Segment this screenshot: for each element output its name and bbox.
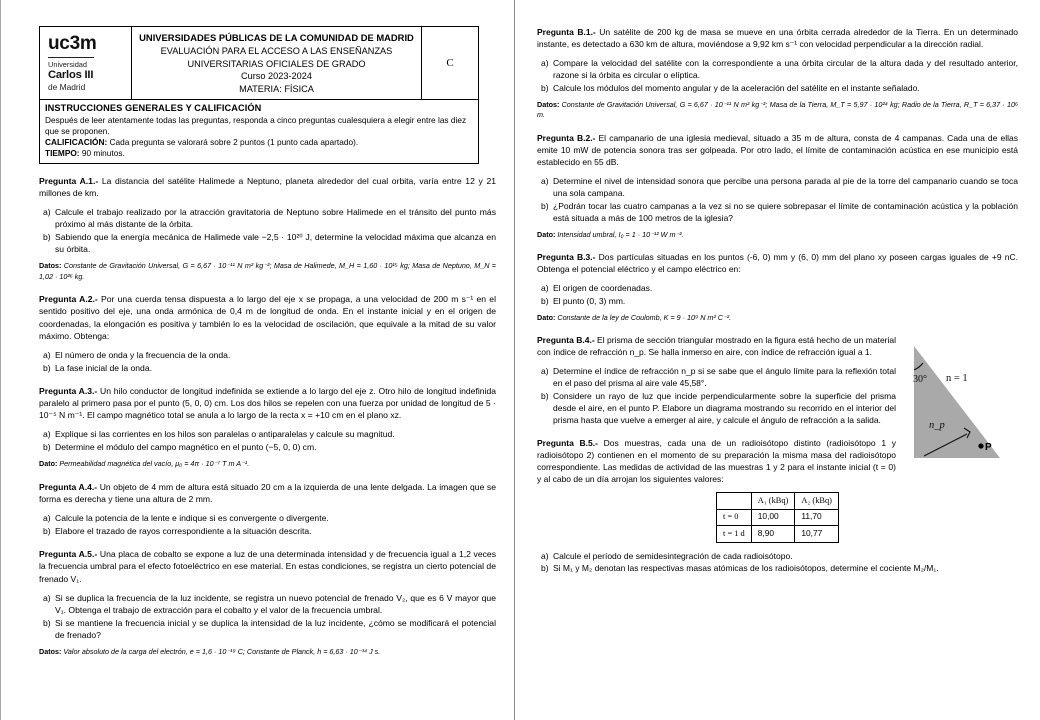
list-item [537,200,1018,224]
question-b3 [537,251,1018,323]
data-label: Dato: [537,229,556,239]
exam-title-line-1: UNIVERSIDADES PÚBLICAS DE LA COMUNIDAD DE MADRID [139,32,414,43]
table-row [717,526,839,542]
question-a1-data [39,261,496,282]
data-text: Constante de Gravitación Universal, G = 6,67 · 10⁻¹¹ N m² kg⁻²; Masa de la Tierra, M_T = 5,97 · 10²⁴ kg; Radio de la Tierra, R_T = 6,37 · 10⁶ m. [537,99,1018,120]
item-marker: b) [43,525,51,536]
data-text: Constante de la ley de Coulomb, K = 9 · 10⁹ N m² C⁻². [555,312,732,322]
item-marker: a) [541,175,549,186]
question-b5-body: Dos muestras, cada una de un radioisótopo distinto (radioisótopo 1 y radioisótopo 2) contienen en el momento de su preparación la misma masa del radioisótopo correspondiente. Las medidas de actividad de las muestras 1 y 2 para el instante inicial (t = 0) y al cabo de un día arrojan los siguientes valores: [537,438,896,485]
list-item [537,82,1018,94]
item-text: Calcule la potencia de la lente e indique si es convergente o divergente. [55,513,329,524]
question-a4 [39,481,496,537]
column-header-a1: A₁ (kBq) [751,493,795,509]
question-b2-heading: Pregunta B.2.- [537,132,596,143]
question-b5-items [537,550,1018,575]
item-marker: b) [541,82,549,93]
logo-line-carlos-iii: Carlos III [48,69,94,82]
item-text: Elabore el trazado de rayos correspondiente a la situación descrita. [55,525,312,536]
item-text: La fase inicial de la onda. [55,362,152,373]
exam-course-year: Curso 2023-2024 [241,71,312,82]
question-b3-data [537,313,1018,323]
question-a4-heading: Pregunta A.4.- [39,481,98,492]
item-marker: b) [541,391,549,401]
list-item [537,295,1018,307]
prism-figure [902,336,1022,471]
item-marker: b) [43,617,51,628]
question-b5-heading: Pregunta B.5.- [537,438,598,449]
table-corner-cell [717,493,752,509]
item-marker: a) [43,206,51,217]
question-b4-heading: Pregunta B.4.- [537,335,595,346]
list-item [39,512,496,524]
inside-index-label: n_p [929,420,945,432]
item-text: ¿Podrán tocar las cuatro campanas a la vez si no se quiere sobrepasar el límite de contaminación acústica y la población está situada a más de 100 metros de la iglesia? [553,200,1018,223]
question-a5-data [39,647,496,657]
list-item [537,175,1018,199]
data-label: Datos: [39,261,62,271]
item-text: El número de onda y la frecuencia de la onda. [55,349,231,360]
list-item [537,365,896,389]
item-marker: a) [43,592,51,603]
data-text: Permeabilidad magnética del vacío, μ₀ = 4π · 10⁻⁷ T m A⁻¹. [57,459,250,469]
item-text: Determine el nivel de intensidad sonora que percibe una persona parada al pie de la torre del campanario cuando se toca una sola campana. [553,175,1018,198]
item-marker: b) [541,295,549,306]
instructions-block [40,100,478,162]
question-a1-body: La distancia del satélite Halimede a Neptuno, planeta alrededor del cual orbita, varía entre 12 y 21 millones de km. [39,175,497,198]
table-row [717,509,839,525]
question-b4-body: El prisma de sección triangular mostrado en la figura está hecho de un material con índice de refracción n_p. Se halla inmerso en aire, con índice de refracción igual a 1. [537,335,897,358]
question-b1-body: Un satélite de 200 kg de masa se mueve en una órbita cerrada alrededor de la Tierra. En un determinado instante, es detectado a 630 km de altura, moviéndose a 9,92 km s⁻¹ con velocidad perpendicular a la dirección radial. [537,27,1018,50]
item-marker: a) [541,366,549,377]
item-marker: a) [43,349,51,360]
question-b3-body: Dos partículas situadas en los puntos (-6, 0) mm y (6, 0) mm del plano xy poseen cargas iguales de +9 nC. Obtenga el potencial eléctrico y el campo eléctrico en: [537,252,1018,275]
data-label: Datos: [39,647,62,657]
item-text: Si se mantiene la frecuencia inicial y se duplica la intensidad de la luz incidente, ¿cómo se modificará el potencial de frenado? [55,617,496,640]
question-b3-heading: Pregunta B.3.- [537,252,596,263]
question-a3-body: Un hilo conductor de longitud indefinida se extiende a lo largo del eje z. Otro hilo de longitud indefinida paralelo al primero pasa por el punto (5, 0, 0) cm. Los dos hilos se repelen con una fuerza por unidad de longitud de 5 · 10⁻⁵ N m⁻¹. El campo magnético total se anula a lo largo de la recta x = +10 cm en el plano xz. [39,385,497,421]
logo-divider [48,57,94,58]
list-item [39,362,496,374]
question-a2 [39,293,496,374]
list-item [39,231,496,255]
list-item [39,349,496,361]
item-marker: a) [43,513,51,524]
question-a5 [39,548,496,657]
item-text: Explique si las corrientes en los hilos son paralelas o antiparalelas y calcule su magnitud. [55,429,395,440]
question-a3-heading: Pregunta A.3.- [39,385,98,396]
item-marker: a) [43,429,51,440]
list-item [537,57,1018,81]
question-a2-items [39,349,496,374]
item-marker: b) [43,231,51,242]
data-label: Datos: [537,99,560,109]
item-text: El punto (0, 3) mm. [553,295,626,306]
question-b2-body: El campanario de una iglesia medieval, situado a 35 m de altura, consta de 4 campanas. Cada una de ellas emite 10 mW de potencia sonora tras ser golpeada. Por otro lado, el límite de contaminación acústica en ese municipio está establecido en 55 dB. [537,132,1018,167]
data-text: Constante de Gravitación Universal, G = 6,67 · 10⁻¹¹ N m² kg⁻²; Masa de Halimede, M_H = 1,60 · 10¹⁵ kg; Masa de Neptuno, M_N = 1,02 · 10²⁶ kg. [39,261,496,281]
prism-diagram-svg [902,336,1022,471]
item-text: Compare la velocidad del satélite con la correspondiente a una órbita circular de la altura dada y del resultado anterior, razone si la órbita es circular o elíptica. [553,58,1018,81]
question-a2-heading: Pregunta A.2.- [39,294,98,305]
item-text: Calcule el trabajo realizado por la atracción gravitatoria de Neptuno sobre Halimede en el tránsito del punto más próximo al más distante de la órbita. [55,206,496,230]
logo-line-de-madrid: de Madrid [48,81,86,92]
list-item [39,206,496,230]
list-item [537,390,896,426]
item-text: Calcule el período de semidesintegración de cada radioisótopo. [553,550,793,561]
logo-line-universidad: Universidad [48,59,88,69]
item-text: Si M₁ y M₂ denotan las respectivas masas atómicas de los radioisótopos, determine el cociente M₂/M₁. [553,563,939,574]
row-label-t1d: t = 1 d [717,526,752,542]
time-line [45,148,473,159]
item-text: Si se duplica la frecuencia de la luz incidente, se registra un nuevo potencial de frenado V₂, que es 6 V mayor que V₁. Obtenga el trabajo de extracción para el cobalto y el valor de la frecuencia umbral. [55,592,496,615]
question-b2-items [537,175,1018,224]
point-p-label: P [985,442,992,454]
cell-a1-t0: 10,00 [751,509,795,525]
instructions-body: Después de leer atentamente todas las preguntas, responda a cinco preguntas cualesquiera a elegir entre las diez que se proponen. [45,114,467,136]
time-text: 90 minutos. [79,147,125,158]
item-text: Determine el índice de refracción n_p si se sabe que el ángulo límite para la reflexión total en el paso del prisma al aire vale 45,58°. [553,366,896,389]
question-a5-heading: Pregunta A.5.- [39,549,98,560]
grading-text: Cada pregunta se valorará sobre 2 puntos (1 punto cada apartado). [107,136,359,147]
item-marker: a) [541,550,549,561]
item-text: Sabiendo que la energía mecánica de Halimede vale −2,5 · 10²⁰ J, determine la velocidad máxima que alcanza en su órbita. [55,231,496,255]
question-b2-data [537,230,1018,240]
exam-variant-code: C [446,57,454,70]
question-a3-data [39,459,496,469]
cell-a1-t1d: 8,90 [751,526,795,542]
question-b1-items [537,57,1018,94]
question-b2 [537,132,1018,240]
list-item [39,525,496,537]
item-text: Calcule los módulos del momento angular y de la aceleración del satélite en el instante señalado. [553,82,920,93]
cell-a2-t0: 11,70 [795,509,839,525]
list-item [39,617,496,641]
data-label: Dato: [39,459,58,469]
question-a1 [39,175,496,283]
uc3m-logo [40,27,132,99]
question-b1-data [537,100,1018,121]
table-header-row [717,493,839,509]
activity-measurements-table [716,492,839,542]
column-header-a2: A₂ (kBq) [795,493,839,509]
cell-a2-t1d: 10,77 [795,526,839,542]
list-item [39,441,496,453]
data-label: Dato: [537,312,556,322]
exam-title-line-3: UNIVERSITARIAS OFICIALES DE GRADO [187,58,366,69]
outside-index-label: n = 1 [946,373,968,385]
list-item [537,562,1018,574]
exam-title-block [132,27,422,99]
time-label: TIEMPO: [45,147,80,158]
question-a3-items [39,428,496,453]
question-a1-items [39,206,496,255]
question-b1 [537,26,1018,121]
item-marker: b) [43,442,51,453]
list-item [39,592,496,616]
question-a5-items [39,592,496,641]
item-marker: a) [541,283,549,294]
item-text: El origen de coordenadas. [553,283,653,294]
question-a4-body: Un objeto de 4 mm de altura está situado 20 cm a la izquierda de una lente delgada. La imagen que se forma es derecha y tiene una altura de 2 mm. [39,481,497,504]
question-b1-heading: Pregunta B.1.- [537,27,596,37]
exam-subject: MATERIA: FÍSICA [239,84,314,95]
question-a1-heading: Pregunta A.1.- [39,175,99,186]
page-right [515,0,1040,720]
logo-brand-text: uc3m [48,33,97,55]
item-text: Determine el módulo del campo magnético en el punto (−5, 0, 0) cm. [55,442,317,453]
question-b4-items [537,365,896,426]
item-marker: b) [43,362,51,373]
question-a5-body: Una placa de cobalto se expone a luz de una determinada intensidad y de frecuencia igual a 1,2 veces la frecuencia umbral para el efecto fotoeléctrico en ese material. En estas condiciones, se registra un cierto potencial de frenado V₁. [39,549,497,584]
list-item [39,428,496,440]
data-text: Intensidad umbral, I₀ = 1 · 10⁻¹² W m⁻². [555,229,684,239]
question-a4-items [39,512,496,537]
data-text: Valor absoluto de la carga del electrón, e = 1,6 · 10⁻¹⁹ C; Constante de Planck, h = 6,63 · 10⁻³⁴ J s. [61,647,381,657]
item-marker: a) [541,58,549,69]
list-item [537,550,1018,562]
item-marker: b) [541,563,549,574]
exam-header-table [39,26,479,164]
instructions-title: INSTRUCCIONES GENERALES Y CALIFICACIÓN [45,103,262,114]
question-b3-items [537,282,1018,307]
question-a3 [39,385,496,470]
exam-header-top-row [40,27,478,100]
question-a2-body: Por una cuerda tensa dispuesta a lo largo del eje x se propaga, a una velocidad de 200 m s⁻¹ en el sentido positivo del eje, una onda armónica de 0,4 m de longitud de onda. En el instante inicial y en el origen de coordenadas, la elongación es positiva y también lo es la velocidad de oscilación, que equivale a la mitad de su valor máximo. Obtenga: [39,294,496,341]
row-label-t0: t = 0 [717,509,752,525]
item-text: Considere un rayo de luz que incide perpendicularmente sobre la superficie del prisma desde el aire, en el punto P. Elabore un diagrama mostrando su recorrido en el interior del prisma hasta que vuelve a emerger al aire, y calcule el ángulo de refracción a la salida. [553,391,896,426]
item-marker: b) [541,200,549,211]
list-item [537,282,1018,294]
angle-label: 30° [913,374,927,386]
exam-title-line-2: EVALUACIÓN PARA EL ACCESO A LAS ENSEÑANZAS [160,45,393,56]
page-left [0,0,515,720]
point-p-dot [978,444,983,449]
grading-line [45,137,473,148]
grading-label: CALIFICACIÓN: [45,136,108,147]
